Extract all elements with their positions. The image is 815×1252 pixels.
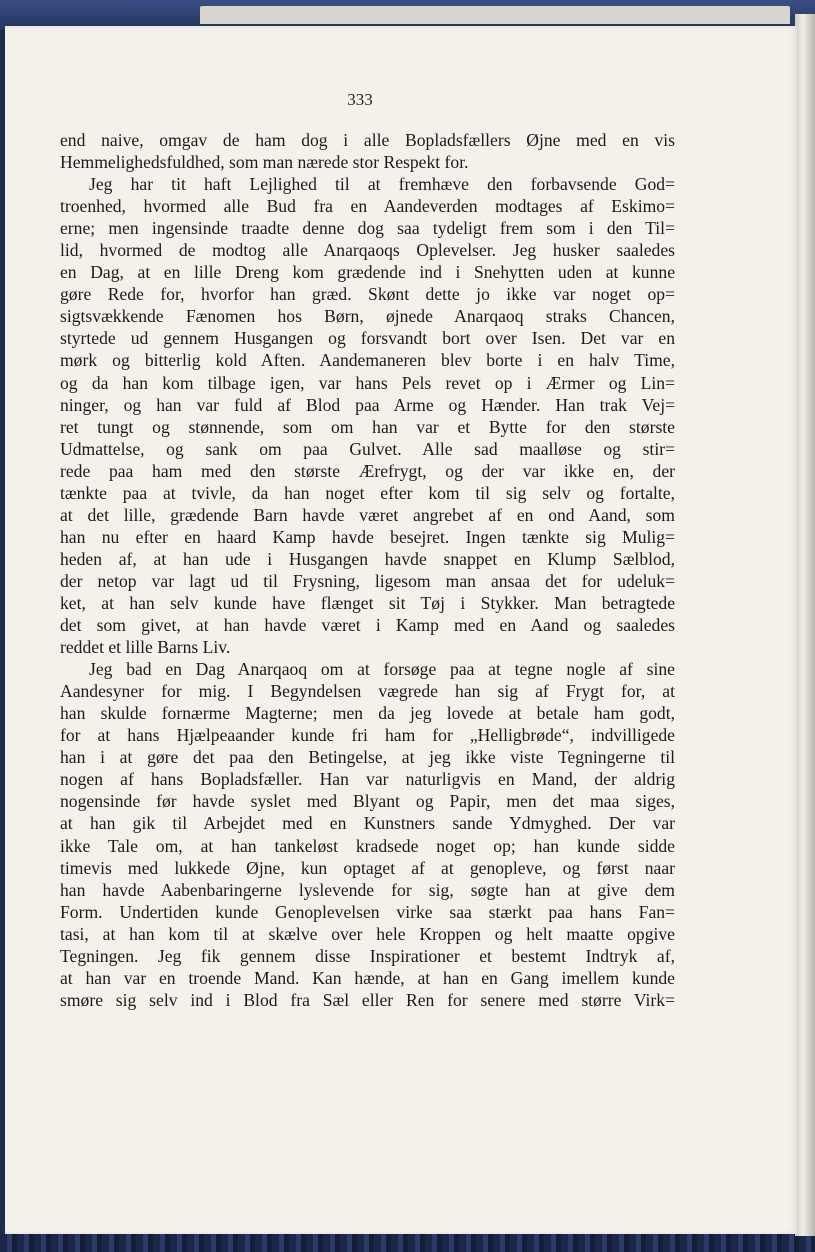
text-line: nogen af hans Bopladsfæller. Han var naturligvis en Mand, der aldrig [60,769,675,790]
text-line: styrtede ud gennem Husgangen og forsvandt bort over Isen. Det var en [60,328,675,349]
text-line: ket, at han selv kunde have flænget sit Tøj i Stykker. Man betragtede [60,592,675,613]
text-line: mørk og bitterlig kold Aften. Aandemaneren blev borte i en halv Time, [60,350,675,371]
text-line: Hemmelighedsfuldhed, som man nærede stor Respekt for. [60,152,469,173]
text-line: erne; men ingensinde traadte denne dog saa tydeligt frem som i den Til= [60,218,675,239]
text-line: tasi, at han kom til at skælve over hele Kroppen og helt maatte opgive [60,923,675,944]
text-line: nogensinde før havde syslet med Blyant og Papir, men det maa siges, [60,791,675,812]
text-line: han i at gøre det paa den Betingelse, at jeg ikke viste Tegningerne til [60,747,675,768]
text-line: det som givet, at han havde været i Kamp med en Aand og saaledes [60,615,675,636]
cover-strip [200,6,790,24]
text-line: gøre Rede for, hvorfor han græd. Skønt dette jo ikke var noget op= [60,284,675,305]
text-line: at han gik til Arbejdet med en Kunstners sande Ydmyghed. Der var [60,813,675,834]
text-line: der netop var lagt ud til Frysning, ligesom man ansaa det for udeluk= [60,570,675,591]
text-line: ikke Tale om, at han tankeløst kradsede noget op; han kunde sidde [60,835,675,856]
text-line: lid, hvormed de modtog alle Anarqaoqs Oplevelser. Jeg husker saaledes [60,240,675,261]
text-line: han nu efter en haard Kamp havde besejret. Ingen tænkte sig Mulig= [60,526,675,547]
text-line: end naive, omgav de ham dog i alle Bopladsfællers Øjne med en vis [60,130,675,150]
text-line: Jeg bad en Dag Anarqaoq om at forsøge paa at tegne nogle af sine [89,659,675,680]
text-line: ret tungt og stønnende, som om han var et Bytte for den største [60,416,675,437]
text-line: for at hans Hjælpeaander kunde fri ham for „Helligbrøde“, indvilligede [60,725,675,746]
text-line: troenhed, hvormed alle Bud fra en Aandeverden modtages af Eskimo= [60,196,675,217]
text-line: at det lille, grædende Barn havde været angrebet af en ond Aand, som [60,504,675,525]
text-line: en Dag, at en lille Dreng kom grædende ind i Snehytten uden at kunne [60,262,675,283]
text-line: Tegningen. Jeg fik gennem disse Inspirationer et bestemt Indtryk af, [60,945,675,966]
book-cover-bottom [0,1234,815,1252]
body-text [60,129,675,1011]
book-page [5,26,797,1234]
page-number: 333 [347,90,373,109]
text-line: tænkte paa at tvivle, da han noget efter kom til sig selv og fortalte, [60,482,675,503]
text-line: han skulde fornærme Magterne; men da jeg lovede at betale ham godt, [60,703,675,724]
text-line: reddet et lille Barns Liv. [60,637,231,658]
text-line: ninger, og han var fuld af Blod paa Arme og Hænder. Han trak Vej= [60,394,675,415]
text-line: Form. Undertiden kunde Genoplevelsen virke saa stærkt paa hans Fan= [60,901,675,922]
text-line: smøre sig selv ind i Blod fra Sæl eller Ren for senere med større Virk= [60,989,675,1010]
text-line: timevis med lukkede Øjne, kun optaget af at genopleve, og først naar [60,857,675,878]
text-line: sigtsvækkende Fænomen hos Børn, øjnede Anarqaoq straks Chancen, [60,306,675,327]
text-line: Aandesyner for mig. I Begyndelsen vægrede han sig af Frygt for, at [60,681,675,702]
text-line: rede paa ham med den største Ærefrygt, og der var ikke en, der [60,460,675,481]
text-line: Udmattelse, og sank om paa Gulvet. Alle sad maalløse og stir= [60,438,675,459]
text-line: han havde Aabenbaringerne lyslevende for sig, søgte han at give dem [60,879,675,900]
text-line: og da han kom tilbage igen, var hans Pels revet op i Ærmer og Lin= [60,372,675,393]
text-line: Jeg har tit haft Lejlighed til at fremhæve den forbavsende God= [89,174,675,195]
text-line: heden af, at han ude i Husgangen havde snappet en Klump Sælblod, [60,548,675,569]
page-edge [795,14,815,1236]
text-line: at han var en troende Mand. Kan hænde, at han en Gang imellem kunde [60,967,675,988]
